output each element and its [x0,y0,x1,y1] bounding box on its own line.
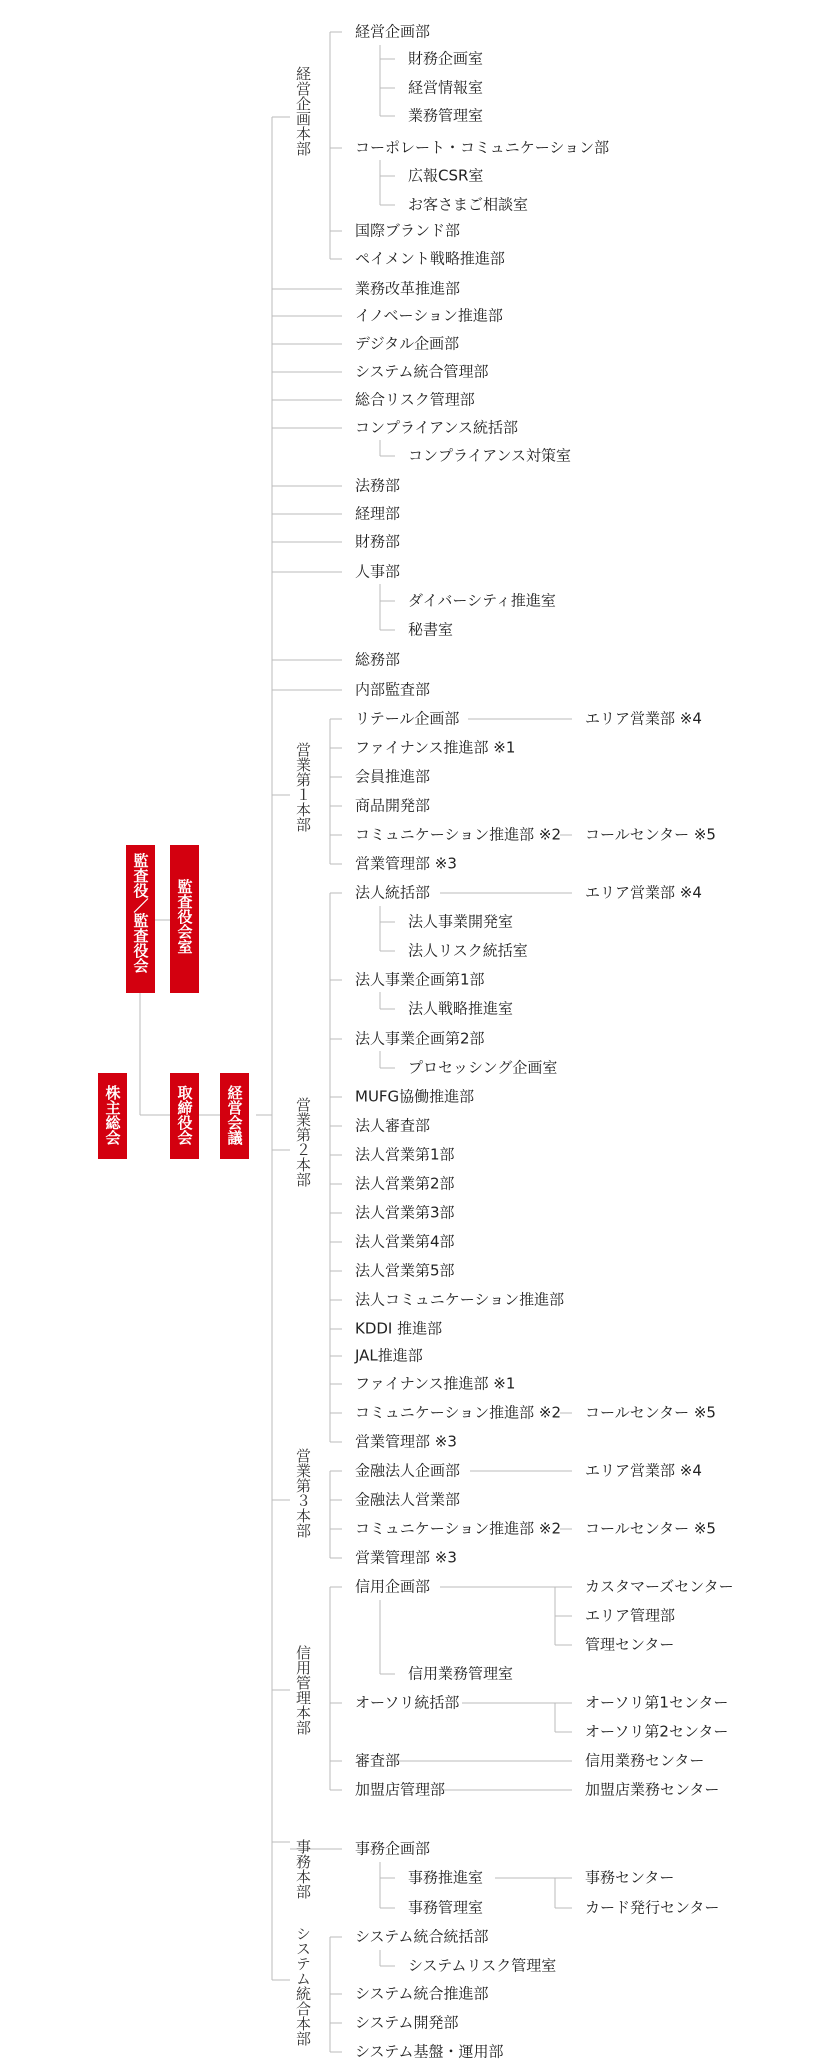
dept-item: 事務企画部 [355,1839,431,1858]
dept-item: 法人営業第1部 [355,1145,455,1164]
dept-item: 経理部 [355,504,401,523]
unit-item: エリア営業部 ※4 [585,883,702,902]
office-item: 信用業務管理室 [408,1664,514,1683]
dept-item: 信用企画部 [355,1577,431,1596]
unit-item: オーソリ第1センター [585,1693,729,1712]
dept-item: 内部監査部 [355,680,431,699]
office-item: プロセッシング企画室 [408,1058,558,1077]
office-item: 経営情報室 [408,78,484,97]
unit-item: カスタマーズセンター [585,1577,734,1596]
dept-item: システム統合管理部 [355,362,489,381]
dept-item: KDDI 推進部 [355,1319,443,1338]
dept-item: システム開発部 [355,2013,459,2032]
board-label: 取締役会 [175,1085,194,1145]
management-label: 経営会議 [225,1085,244,1145]
dept-item: 法人営業第3部 [355,1203,455,1222]
shareholders-box [98,1073,127,1159]
dept-item: コミュニケーション推進部 ※2 [355,1403,561,1422]
division-sales-2: 営業第２本部 [294,1097,312,1187]
department-items [354,23,734,2061]
dept-item: 総務部 [355,650,401,669]
unit-item: コールセンター ※5 [585,1403,716,1422]
division-sales-1: 営業第１本部 [294,742,312,832]
dept-item: ファイナンス推進部 ※1 [355,738,516,757]
unit-item: コールセンター ※5 [585,825,716,844]
office-item: 法人戦略推進室 [408,999,514,1018]
division-corp-planning: 経営企画本部 [294,66,312,156]
office-item: 事務管理室 [408,1898,484,1917]
dept-item: 営業管理部 ※3 [355,854,457,873]
dept-item: MUFG協働推進部 [355,1087,475,1106]
unit-item: 信用業務センター [585,1751,705,1770]
division-sales-3: 営業第３本部 [294,1448,312,1538]
dept-item: 加盟店管理部 [355,1780,446,1799]
dept-item: 法人コミュニケーション推進部 [355,1290,565,1309]
division-systems: システム統合本部 [294,1926,312,2046]
unit-item: エリア営業部 ※4 [585,1461,702,1480]
dept-item: 法務部 [355,476,401,495]
dept-item: 審査部 [355,1751,401,1770]
dept-item: 法人営業第4部 [355,1232,455,1251]
dept-item: ペイメント戦略推進部 [355,249,505,268]
unit-item: エリア営業部 ※4 [585,709,702,728]
dept-item: 金融法人企画部 [355,1461,461,1480]
unit-item: 加盟店業務センター [585,1780,720,1799]
office-item: 財務企画室 [408,49,484,68]
office-item: 事務推進室 [408,1868,484,1887]
dept-item: コーポレート・コミュニケーション部 [355,138,610,157]
management-box [220,1073,249,1159]
dept-item: デジタル企画部 [355,334,460,353]
board-box [170,1073,199,1159]
division-labels [294,66,312,2046]
dept-item: 会員推進部 [355,767,431,786]
dept-item: 法人事業企画第1部 [355,970,485,989]
unit-item: エリア管理部 [585,1606,676,1625]
unit-item: 管理センター [585,1635,675,1654]
unit-item: 事務センター [585,1868,675,1887]
division-operations: 事務本部 [294,1839,312,1899]
office-item: コンプライアンス対策室 [408,446,572,465]
dept-item: 金融法人営業部 [355,1490,461,1509]
audit-office-box [170,845,199,993]
dept-item: 業務改革推進部 [355,279,461,298]
office-item: 秘書室 [408,620,454,639]
office-item: お客さまご相談室 [408,195,529,214]
dept-item: オーソリ統括部 [355,1693,460,1712]
office-item: 法人事業開発室 [408,912,514,931]
dept-item: 国際ブランド部 [355,221,461,240]
dept-item: 法人営業第2部 [355,1174,455,1193]
office-item: ダイバーシティ推進室 [408,591,556,610]
dept-item: 法人営業第5部 [355,1261,455,1280]
dept-item: 経営企画部 [355,22,431,41]
dept-item: リテール企画部 [355,709,460,728]
unit-item: カード発行センター [585,1898,720,1917]
auditors-label: 監査役／監査役会 [131,853,150,973]
audit-office-label: 監査役会室 [175,879,194,954]
dept-item: コミュニケーション推進部 ※2 [355,825,561,844]
dept-item: システム基盤・運用部 [355,2042,504,2061]
unit-item: オーソリ第2センター [585,1722,729,1741]
dept-item: コミュニケーション推進部 ※2 [355,1519,561,1538]
dept-item: 法人事業企画第2部 [355,1029,485,1048]
dept-item: コンプライアンス統括部 [355,418,519,437]
dept-item: イノベーション推進部 [355,306,503,325]
dept-item: 法人審査部 [355,1116,431,1135]
dept-item: 財務部 [355,532,401,551]
dept-item: システム統合推進部 [355,1984,489,2003]
dept-item: 人事部 [355,562,401,581]
office-item: システムリスク管理室 [408,1956,557,1975]
office-item: 業務管理室 [408,106,484,125]
executive-boxes [98,845,249,1159]
dept-item: 営業管理部 ※3 [355,1548,457,1567]
dept-item: システム統合統括部 [355,1927,489,1946]
division-credit: 信用管理本部 [294,1645,312,1735]
dept-item: ファイナンス推進部 ※1 [355,1374,516,1393]
dept-item: JAL推進部 [355,1346,423,1365]
office-item: 法人リスク統括室 [408,941,528,960]
shareholders-label: 株主総会 [103,1085,122,1145]
auditors-box [126,845,155,993]
dept-item: 営業管理部 ※3 [355,1432,457,1451]
dept-item: 商品開発部 [355,796,431,815]
dept-item: 総合リスク管理部 [355,390,475,409]
office-item: 広報CSR室 [408,166,484,185]
dept-item: 法人統括部 [355,883,431,902]
unit-item: コールセンター ※5 [585,1519,716,1538]
